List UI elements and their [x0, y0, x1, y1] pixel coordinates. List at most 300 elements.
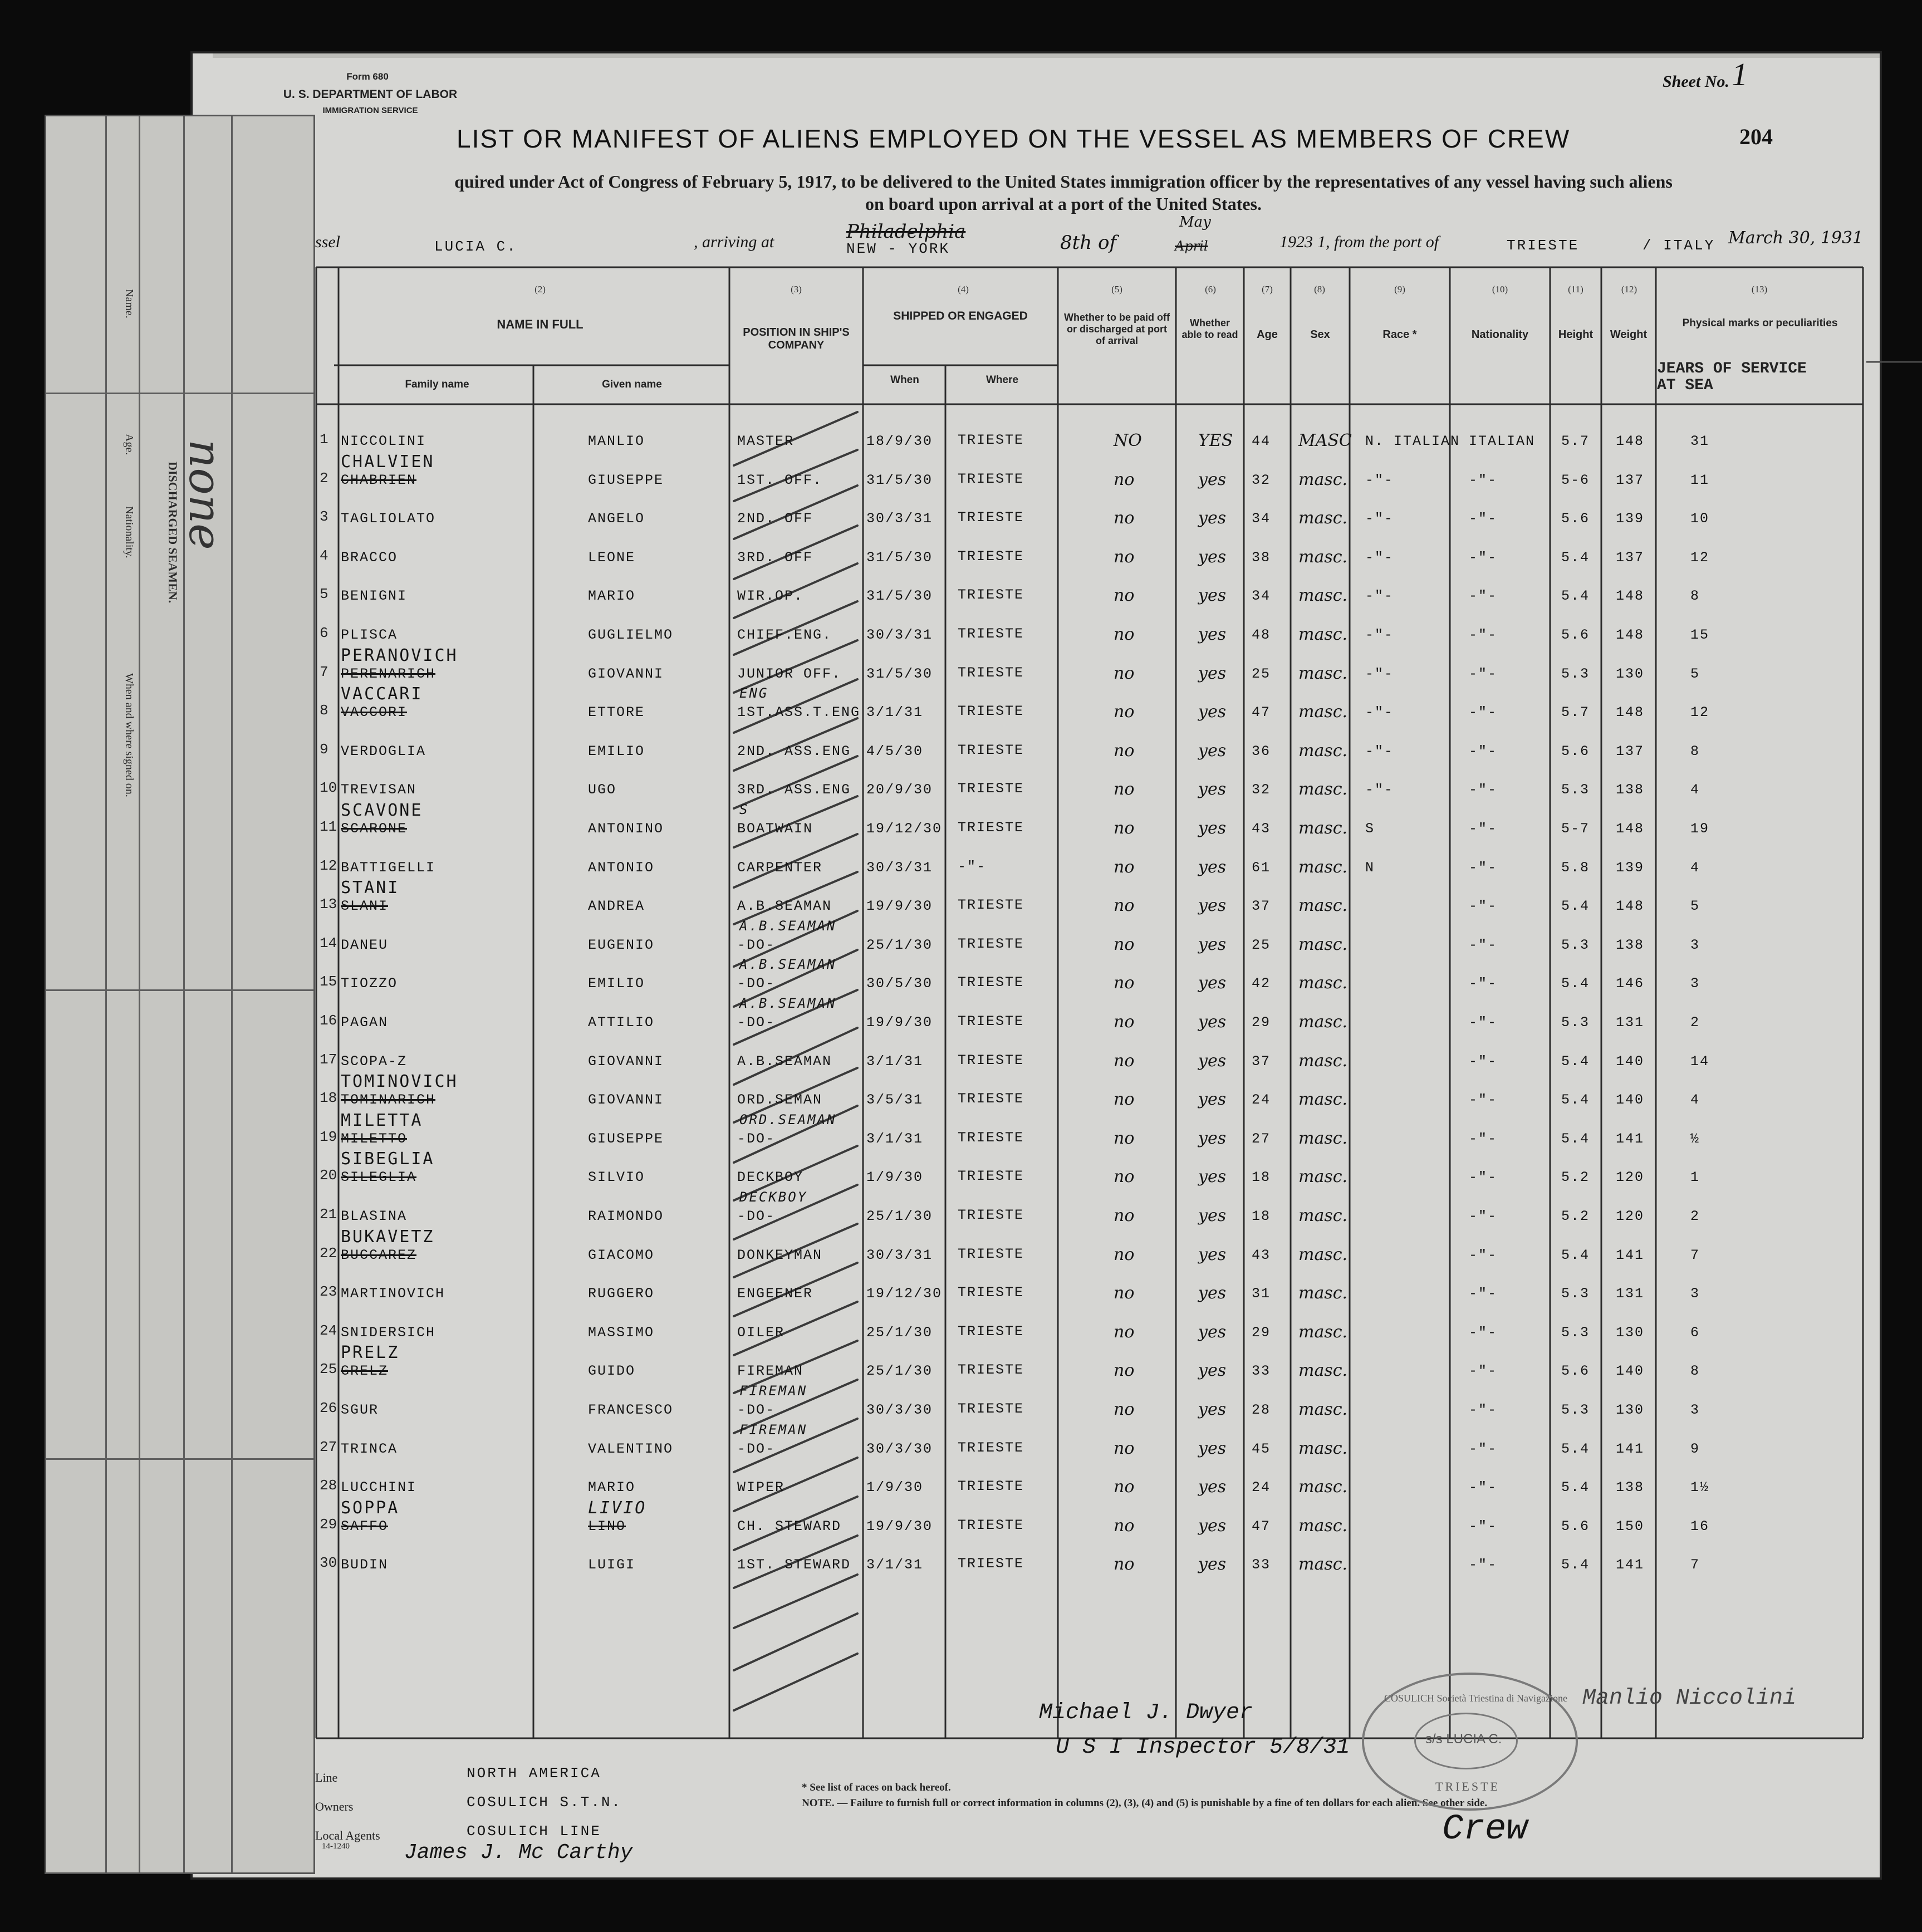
slip-name-label: Name.: [123, 289, 135, 318]
position: MASTER: [737, 433, 795, 449]
years-at-sea: 2: [1690, 1208, 1700, 1224]
table-row: [318, 645, 1866, 694]
age: 34: [1252, 511, 1271, 527]
family-name-correction: SCAVONE: [341, 801, 423, 820]
shipped-when: 3/5/31: [866, 1092, 924, 1109]
col-age-header: Age: [1257, 328, 1278, 341]
stamp-ring-text: COSULICH Società Triestina di Navigazione: [1384, 1693, 1567, 1704]
age: 44: [1252, 433, 1271, 449]
family-name: BATTIGELLI: [341, 859, 436, 876]
shipped-where: TRIESTE: [958, 1323, 1024, 1340]
age: 33: [1252, 1363, 1271, 1380]
position: CARPENTER: [737, 859, 823, 876]
able-to-read: yes: [1198, 896, 1227, 916]
shipped-where: TRIESTE: [958, 781, 1024, 797]
shipped-where: TRIESTE: [958, 1091, 1024, 1107]
paid-off: no: [1114, 508, 1135, 528]
nationality: -"-: [1469, 511, 1498, 527]
shipped-where: TRIESTE: [958, 587, 1024, 604]
row-number: 20: [320, 1167, 337, 1184]
sex: masc.: [1298, 1012, 1348, 1032]
able-to-read: yes: [1198, 547, 1227, 567]
position-correction: S: [739, 802, 749, 817]
years-at-sea: ½: [1690, 1130, 1700, 1147]
given-name: GUGLIELMO: [588, 627, 674, 643]
position: 2ND. ASS.ENG: [737, 743, 851, 759]
weight: 130: [1616, 1402, 1645, 1418]
table-row: [318, 1547, 1866, 1585]
position: WIPER: [737, 1479, 785, 1496]
row-number: 8: [320, 702, 328, 719]
height: 5.7: [1561, 433, 1590, 449]
paid-off: no: [1114, 1477, 1135, 1497]
able-to-read: yes: [1198, 1128, 1227, 1148]
race: -"-: [1365, 743, 1394, 759]
race: -"-: [1365, 627, 1394, 643]
col-9-number: (9): [1394, 284, 1405, 295]
height: 5.8: [1561, 859, 1590, 876]
page-number: 204: [1739, 124, 1773, 149]
weight: 131: [1616, 1286, 1645, 1302]
table-row: [318, 801, 1866, 849]
weight: 130: [1616, 1324, 1645, 1341]
family-name: BLASINA: [341, 1208, 408, 1224]
col-position-header: POSITION IN SHIP'S COMPANY: [743, 326, 850, 351]
years-at-sea: 6: [1690, 1324, 1700, 1341]
page-subtitle: [312, 170, 1815, 215]
years-at-sea: 16: [1690, 1518, 1710, 1534]
row-number: 6: [320, 625, 328, 641]
height: 5.4: [1561, 1247, 1590, 1263]
years-at-sea: 4: [1690, 859, 1700, 876]
sex: masc.: [1298, 1361, 1348, 1381]
month-struck: April: [1175, 238, 1208, 254]
shipped-where: TRIESTE: [958, 1284, 1024, 1301]
years-at-sea: 7: [1690, 1557, 1700, 1573]
height: 5.3: [1561, 936, 1590, 953]
weight: 148: [1616, 433, 1645, 449]
years-at-sea: 4: [1690, 782, 1700, 798]
years-at-sea: 12: [1690, 704, 1710, 721]
table-row: [318, 918, 1866, 965]
height: 5.6: [1561, 743, 1590, 759]
weight: 141: [1616, 1557, 1645, 1573]
master-signature: Manlio Niccolini: [1582, 1686, 1797, 1711]
line-label: Line: [315, 1771, 338, 1784]
port-struck: Philadelphia: [846, 220, 966, 243]
given-name: ANTONIO: [588, 859, 655, 876]
col-2-number: (2): [535, 284, 546, 295]
row-number: 2: [320, 469, 328, 487]
agents-code: 14-1240: [322, 1842, 350, 1851]
shipped-where: TRIESTE: [958, 1401, 1024, 1417]
given-name: GUIDO: [588, 1363, 636, 1380]
age: 24: [1252, 1479, 1271, 1496]
age: 31: [1252, 1286, 1271, 1302]
shipped-where: TRIESTE: [958, 626, 1024, 642]
years-at-sea: 1: [1690, 1169, 1700, 1186]
family-name: SCARONE: [341, 821, 408, 837]
vessel-label: ssel: [315, 233, 340, 251]
shipped-when: 19/9/30: [866, 1014, 933, 1031]
family-name: PERENARICH: [341, 665, 436, 682]
slip-divider: [183, 116, 185, 1872]
position: JUNIOR OFF.: [737, 665, 842, 682]
sex: masc.: [1298, 702, 1348, 722]
able-to-read: yes: [1198, 779, 1227, 800]
height: 5.4: [1561, 898, 1590, 915]
sex: masc.: [1298, 741, 1348, 761]
col-when-header: When: [890, 374, 919, 386]
slip-signed-label: When and where signed on.: [123, 673, 135, 797]
shipped-when: 3/1/31: [866, 704, 924, 721]
subtitle-line-1: quired under Act of Congress of February 5, 1917, to be delivered to the United States immigration officer by the representatives of any vessel having such aliens: [454, 171, 1673, 192]
table-row: [318, 501, 1866, 539]
years-at-sea: 3: [1690, 975, 1700, 992]
paid-off: no: [1114, 973, 1135, 993]
weight: 140: [1616, 1092, 1645, 1109]
col-where-header: Where: [985, 374, 1019, 386]
age: 18: [1252, 1208, 1271, 1224]
line-value: NORTH AMERICA: [467, 1765, 601, 1782]
col-6-number: (6): [1205, 284, 1216, 295]
stamp-bottom-text: TRIESTE: [1435, 1779, 1500, 1793]
row-number: 27: [320, 1438, 337, 1455]
years-at-sea: 8: [1690, 743, 1700, 759]
paid-off: no: [1114, 857, 1135, 877]
shipped-when: 30/3/31: [866, 511, 933, 527]
weight: 140: [1616, 1363, 1645, 1380]
given-name: RUGGERO: [588, 1286, 655, 1302]
years-at-sea: 2: [1690, 1014, 1700, 1031]
weight: 137: [1616, 549, 1645, 566]
age: 27: [1252, 1130, 1271, 1147]
position: -DO-: [737, 1130, 776, 1147]
col-10-number: (10): [1492, 284, 1508, 295]
paid-off: no: [1114, 1090, 1135, 1110]
position: OILER: [737, 1324, 785, 1341]
position-correction: A.B.SEAMAN: [739, 996, 837, 1011]
shipped-where: TRIESTE: [958, 820, 1024, 836]
able-to-read: yes: [1198, 1206, 1227, 1225]
row-number: 13: [320, 896, 337, 913]
row-number: 7: [320, 663, 328, 680]
family-name: VERDOGLIA: [341, 743, 426, 759]
age: 24: [1252, 1092, 1271, 1109]
years-at-sea: 8: [1690, 588, 1700, 605]
sex: masc.: [1298, 1128, 1348, 1148]
sex: masc.: [1298, 1322, 1348, 1342]
shipped-where: TRIESTE: [958, 897, 1024, 914]
sex: masc.: [1298, 1090, 1348, 1110]
col-4-number: (4): [958, 284, 969, 295]
agents-label: Local Agents: [315, 1828, 380, 1842]
nationality: -"-: [1469, 1557, 1498, 1573]
shipped-when: 30/5/30: [866, 975, 933, 992]
nationality: -"-: [1469, 1440, 1498, 1457]
given-name: MARIO: [588, 1479, 636, 1496]
position: CH. STEWARD: [737, 1518, 842, 1534]
able-to-read: yes: [1198, 1361, 1227, 1381]
table-row: [318, 1315, 1866, 1353]
family-name-correction: TOMINOVICH: [341, 1072, 458, 1092]
paid-off: no: [1114, 896, 1135, 916]
position: 3RD. OFF: [737, 549, 813, 566]
family-name-correction: PERANOVICH: [341, 645, 458, 665]
given-name: GIOVANNI: [588, 1092, 664, 1109]
shipped-where: TRIESTE: [958, 1052, 1024, 1068]
able-to-read: yes: [1198, 469, 1227, 489]
able-to-read: yes: [1198, 1051, 1227, 1071]
inspector-signature: Michael J. Dwyer: [1039, 1700, 1253, 1725]
height: 5.6: [1561, 627, 1590, 643]
shipped-when: 4/5/30: [866, 743, 924, 759]
years-at-sea: 5: [1690, 665, 1700, 682]
able-to-read: yes: [1198, 508, 1227, 528]
weight: 140: [1616, 1053, 1645, 1070]
years-at-sea: 5: [1690, 898, 1700, 915]
able-to-read: YES: [1198, 431, 1233, 450]
row-number: 18: [320, 1090, 337, 1107]
col-given-header: Given name: [602, 379, 662, 390]
from-port-label: from the port of: [1334, 233, 1439, 251]
family-name: PAGAN: [341, 1014, 389, 1031]
weight: 138: [1616, 936, 1645, 953]
paid-off: no: [1114, 818, 1135, 838]
shipped-where: TRIESTE: [958, 664, 1024, 681]
sex: masc.: [1298, 1400, 1348, 1419]
department-name: U. S. DEPARTMENT OF LABOR: [283, 88, 458, 101]
shipped-where: TRIESTE: [958, 1245, 1024, 1262]
given-name: GIUSEPPE: [588, 1130, 664, 1147]
slip-none-handwritten: none: [179, 439, 231, 550]
paid-off: no: [1114, 934, 1135, 954]
shipped-where: TRIESTE: [958, 548, 1024, 565]
slip-nationality-label: Nationality.: [123, 506, 135, 558]
paid-off: no: [1114, 741, 1135, 761]
shipped-when: 3/1/31: [866, 1130, 924, 1147]
col-7-number: (7): [1262, 284, 1273, 295]
family-name: MILETTO: [341, 1130, 408, 1147]
shipped-when: 18/9/30: [866, 433, 933, 449]
table-row: [318, 1149, 1866, 1198]
sex: masc.: [1298, 1206, 1348, 1225]
race: -"-: [1365, 704, 1394, 721]
able-to-read: yes: [1198, 973, 1227, 993]
years-at-sea: 3: [1690, 1286, 1700, 1302]
row-number: 1: [320, 431, 328, 448]
slip-divider: [46, 1458, 313, 1460]
able-to-read: yes: [1198, 1477, 1227, 1497]
stamp-ship-name: s/s LUCIA C.: [1425, 1732, 1502, 1747]
shipped-when: 31/5/30: [866, 549, 933, 566]
age: 34: [1252, 588, 1271, 605]
given-name: MANLIO: [588, 433, 645, 449]
table-row: [318, 1110, 1866, 1159]
family-name: PLISCA: [341, 627, 398, 643]
sex: masc.: [1298, 625, 1348, 644]
age: 25: [1252, 665, 1271, 682]
nationality: -"-: [1469, 588, 1498, 605]
shipped-when: 1/9/30: [866, 1479, 924, 1496]
race: -"-: [1365, 782, 1394, 798]
paid-off: no: [1114, 1167, 1135, 1187]
given-name: RAIMONDO: [588, 1208, 664, 1224]
given-name: SILVIO: [588, 1169, 645, 1186]
paid-off: no: [1114, 1244, 1135, 1264]
agent-signature: James J. Mc Carthy: [404, 1841, 633, 1865]
given-name: GIACOMO: [588, 1247, 655, 1263]
shipped-where: TRIESTE: [958, 1517, 1024, 1533]
shipped-when: 30/3/31: [866, 1247, 933, 1263]
weight: 146: [1616, 975, 1645, 992]
given-name: LUIGI: [588, 1557, 636, 1573]
position-correction: ENG: [739, 685, 769, 702]
nationality: -"-: [1469, 821, 1498, 837]
years-at-sea: 4: [1690, 1092, 1700, 1109]
height: 5.3: [1561, 1402, 1590, 1418]
sex: masc.: [1298, 586, 1348, 606]
table-row: [318, 1276, 1866, 1314]
paid-off: no: [1114, 625, 1135, 644]
shipped-where: TRIESTE: [958, 1013, 1024, 1029]
years-at-sea: 19: [1690, 821, 1710, 837]
slip-heading: DISCHARGED SEAMEN.: [166, 462, 180, 604]
family-name: GRELZ: [341, 1363, 389, 1380]
departure-country: / ITALY: [1642, 237, 1715, 254]
nationality: -"-: [1469, 1169, 1498, 1186]
position: 1ST. OFF.: [737, 472, 823, 488]
able-to-read: yes: [1198, 1322, 1227, 1342]
table-row: [318, 684, 1866, 733]
paid-off: no: [1114, 702, 1135, 722]
shipped-when: 31/5/30: [866, 472, 933, 488]
height: 5.6: [1561, 511, 1590, 527]
given-name: MARIO: [588, 588, 636, 605]
slip-divider: [46, 989, 313, 991]
arriving-label: , arriving at: [694, 233, 774, 251]
col-name-header: NAME IN FULL: [497, 317, 584, 331]
col-8-number: (8): [1314, 284, 1325, 295]
position: WIR.OP.: [737, 588, 804, 605]
able-to-read: yes: [1198, 1283, 1227, 1303]
row-number: 14: [320, 934, 337, 952]
position-correction: A.B.SEAMAN: [739, 957, 837, 973]
family-name: TIOZZO: [341, 975, 398, 992]
table-row: [318, 1189, 1866, 1237]
shipped-where: TRIESTE: [958, 1439, 1024, 1456]
race: N. ITALIAN: [1365, 433, 1460, 449]
paid-off: no: [1114, 469, 1135, 489]
able-to-read: yes: [1198, 1438, 1227, 1458]
shipped-when: 25/1/30: [866, 936, 933, 953]
position: -DO-: [737, 1208, 776, 1224]
paid-off: no: [1114, 779, 1135, 800]
slip-age-label: Age.: [123, 434, 135, 455]
row-number: 25: [320, 1361, 337, 1378]
table-row: [318, 1469, 1866, 1508]
family-name: SILEGLIA: [341, 1169, 417, 1186]
years-at-sea: 10: [1690, 511, 1710, 527]
form-number: Form 680: [346, 71, 389, 82]
table-row: [318, 1227, 1866, 1276]
height: 5-6: [1561, 472, 1590, 488]
years-at-sea: 11: [1690, 472, 1710, 488]
shipped-where: TRIESTE: [958, 974, 1024, 991]
sex: masc.: [1298, 818, 1348, 838]
able-to-read: yes: [1198, 741, 1227, 761]
nationality: -"-: [1469, 743, 1498, 759]
col-sex-header: Sex: [1310, 328, 1330, 341]
row-number: 4: [320, 547, 328, 564]
family-name: SNIDERSICH: [341, 1324, 436, 1341]
weight: 148: [1616, 898, 1645, 915]
shipped-where: TRIESTE: [958, 509, 1024, 526]
shipped-when: 19/12/30: [866, 1286, 943, 1302]
table-row: [318, 1383, 1866, 1430]
weight: 141: [1616, 1440, 1645, 1457]
shipped-where: TRIESTE: [958, 432, 1024, 448]
col-marks-header: Physical marks or peculiarities: [1682, 317, 1838, 329]
able-to-read: yes: [1198, 702, 1227, 722]
family-name: SAFFO: [341, 1518, 389, 1534]
years-at-sea: 31: [1690, 433, 1710, 449]
height: 5.4: [1561, 1440, 1590, 1457]
nationality: -"-: [1469, 1479, 1498, 1496]
sex: masc.: [1298, 1244, 1348, 1264]
family-name-correction: PRELZ: [341, 1343, 400, 1363]
sex: masc.: [1298, 779, 1348, 800]
slip-divider: [139, 116, 140, 1872]
table-row: [318, 1043, 1866, 1082]
nationality: -"-: [1469, 1247, 1498, 1263]
weight: 148: [1616, 627, 1645, 643]
shipped-where: TRIESTE: [958, 1207, 1024, 1223]
years-at-sea: 9: [1690, 1440, 1700, 1457]
race: S: [1365, 821, 1375, 837]
height: 5-7: [1561, 821, 1590, 837]
year-value: 1,: [1317, 233, 1330, 251]
height: 5.2: [1561, 1169, 1590, 1186]
weight: 137: [1616, 472, 1645, 488]
discharged-seamen-slip: [45, 115, 315, 1874]
years-at-sea: 14: [1690, 1053, 1710, 1070]
col-marks-handwritten: JEARS OF SERVICE AT SEA: [1657, 360, 1807, 394]
position: -DO-: [737, 1402, 776, 1418]
row-number: 15: [320, 973, 337, 990]
row-number: 28: [320, 1477, 337, 1494]
sex: masc.: [1298, 896, 1348, 916]
paid-off: no: [1114, 1128, 1135, 1148]
nationality: -"-: [1469, 1518, 1498, 1534]
family-name: MARTINOVICH: [341, 1286, 445, 1302]
able-to-read: yes: [1198, 586, 1227, 606]
given-name-correction: LIVIO: [588, 1498, 647, 1518]
table-row: [318, 1421, 1866, 1469]
arrival-port: NEW - YORK: [846, 241, 950, 257]
weight: 148: [1616, 704, 1645, 721]
family-name: TREVISAN: [341, 782, 417, 798]
sheet-no-label: Sheet No.: [1663, 72, 1729, 91]
given-name: EMILIO: [588, 743, 645, 759]
nationality: -"-: [1469, 1014, 1498, 1031]
sex: MASC: [1298, 431, 1352, 450]
nationality: -"-: [1469, 975, 1498, 992]
weight: 120: [1616, 1208, 1645, 1224]
row-number: 22: [320, 1244, 337, 1262]
able-to-read: yes: [1198, 1244, 1227, 1264]
table-row: [318, 452, 1866, 501]
